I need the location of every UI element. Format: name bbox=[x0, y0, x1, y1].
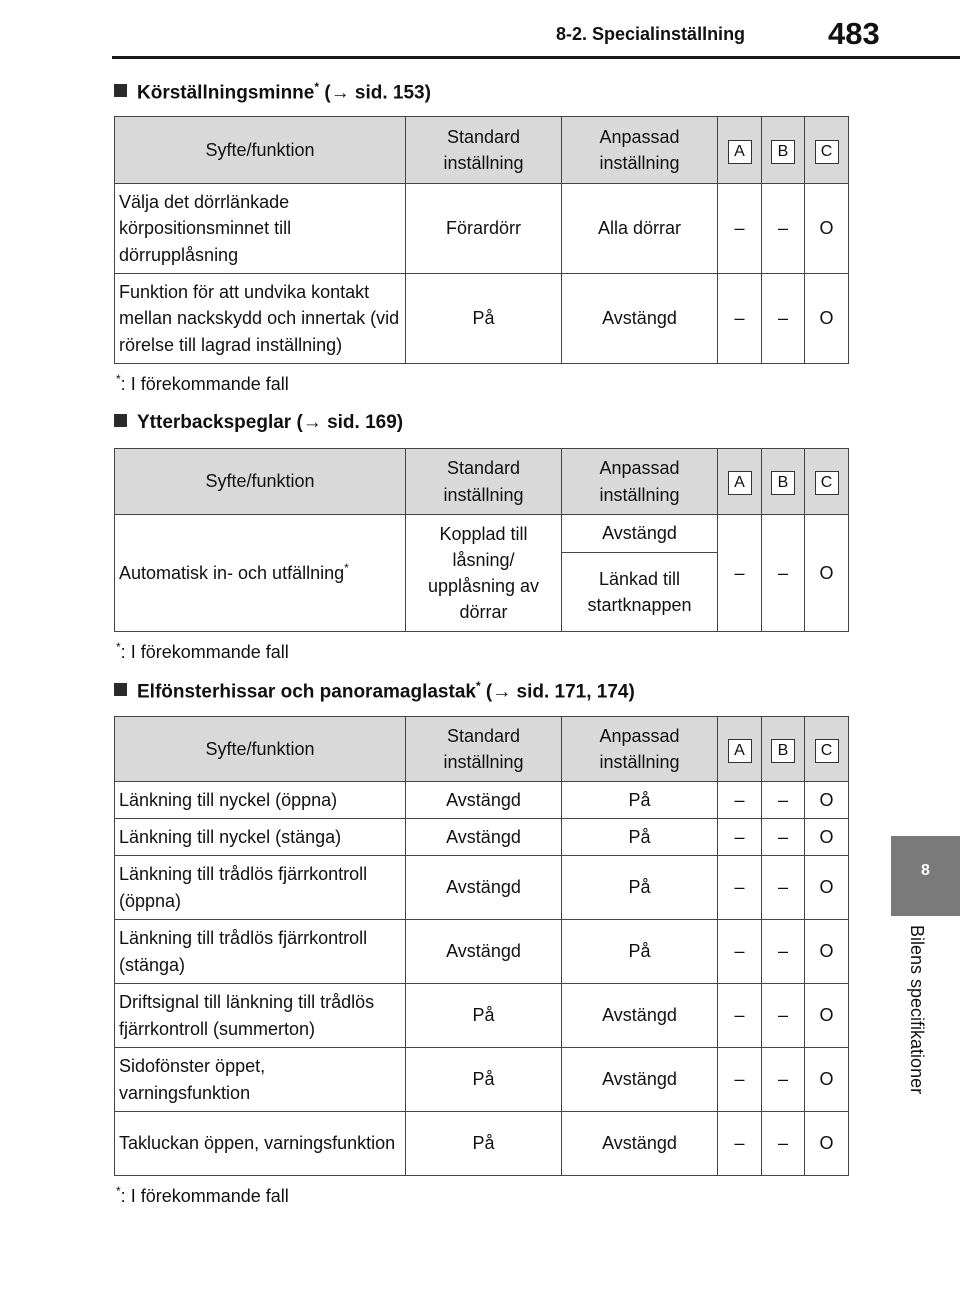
col-standard: Standard inställning bbox=[406, 449, 562, 515]
cell-a: – bbox=[718, 819, 762, 856]
header-rule bbox=[112, 56, 960, 59]
cell-b: – bbox=[762, 184, 805, 274]
table-row bbox=[115, 782, 849, 819]
section2-footnote: *: I förekommande fall bbox=[116, 640, 289, 662]
cell-a: – bbox=[718, 984, 762, 1048]
cell-standard: Avstängd bbox=[406, 856, 562, 920]
section1-heading: Körställningsminne* (→ sid. 153) bbox=[114, 80, 431, 104]
table-row bbox=[115, 819, 849, 856]
square-bullet-icon bbox=[114, 414, 127, 427]
table-row bbox=[115, 515, 849, 553]
cell-purpose: Automatisk in- och utfällning* bbox=[115, 515, 406, 632]
col-c: C bbox=[815, 739, 839, 763]
cell-standard: Avstängd bbox=[406, 920, 562, 984]
col-standard: Standard inställning bbox=[406, 117, 562, 184]
cell-a: – bbox=[718, 274, 762, 364]
cell-b: – bbox=[762, 920, 805, 984]
cell-custom: Avstängd bbox=[562, 1112, 718, 1176]
col-purpose: Syfte/funktion bbox=[115, 117, 406, 184]
section-title: 8-2. Specialinställning bbox=[556, 24, 746, 44]
section1-footnote: *: I förekommande fall bbox=[116, 372, 289, 394]
cell-purpose: Välja det dörrlänkade körpositionsminnet till dörrupplåsning bbox=[115, 184, 406, 274]
cell-a: – bbox=[718, 515, 762, 632]
col-b: B bbox=[771, 739, 795, 763]
col-b: B bbox=[771, 140, 795, 164]
page-number: 483 bbox=[828, 16, 880, 51]
chapter-number: 8 bbox=[921, 862, 930, 879]
cell-c: O bbox=[805, 1112, 849, 1176]
cell-standard: Avstängd bbox=[406, 819, 562, 856]
cell-c: O bbox=[805, 1048, 849, 1112]
cell-b: – bbox=[762, 819, 805, 856]
table-row bbox=[115, 984, 849, 1048]
section3-table bbox=[114, 716, 849, 1176]
table-row bbox=[115, 1048, 849, 1112]
square-bullet-icon bbox=[114, 683, 127, 696]
col-c: C bbox=[815, 140, 839, 164]
col-a: A bbox=[728, 471, 752, 495]
cell-b: – bbox=[762, 782, 805, 819]
cell-a: – bbox=[718, 856, 762, 920]
cell-c: O bbox=[805, 984, 849, 1048]
cell-a: – bbox=[718, 920, 762, 984]
cell-b: – bbox=[762, 274, 805, 364]
section3-footnote: *: I förekommande fall bbox=[116, 1184, 289, 1206]
cell-c: O bbox=[805, 184, 849, 274]
col-custom: Anpassad inställning bbox=[562, 117, 718, 184]
cell-purpose: Sidofönster öppet, varningsfunktion bbox=[115, 1048, 406, 1112]
table-row bbox=[115, 184, 849, 274]
section2-heading: Ytterbackspeglar (→ sid. 169) bbox=[114, 412, 403, 434]
cell-custom: Avstängd bbox=[562, 984, 718, 1048]
cell-b: – bbox=[762, 856, 805, 920]
col-purpose: Syfte/funktion bbox=[115, 449, 406, 515]
cell-purpose: Länkning till trådlös fjärrkontroll (öppna) bbox=[115, 856, 406, 920]
square-bullet-icon bbox=[114, 84, 127, 97]
cell-custom: På bbox=[562, 819, 718, 856]
table-header-row bbox=[115, 117, 849, 184]
cell-standard: På bbox=[406, 274, 562, 364]
cell-a: – bbox=[718, 1112, 762, 1176]
cell-c: O bbox=[805, 819, 849, 856]
cell-custom: Avstängd bbox=[562, 515, 718, 553]
cell-standard: Förardörr bbox=[406, 184, 562, 274]
section2-table bbox=[114, 448, 849, 632]
section3-heading: Elfönsterhissar och panoramaglastak* (→ sid. 171, 174) bbox=[114, 679, 635, 703]
col-purpose: Syfte/funktion bbox=[115, 717, 406, 782]
cell-b: – bbox=[762, 984, 805, 1048]
cell-purpose: Funktion för att undvika kontakt mellan nackskydd och innertak (vid rörelse till lagrad inställning) bbox=[115, 274, 406, 364]
cell-purpose: Takluckan öppen, varningsfunktion bbox=[115, 1112, 406, 1176]
cell-standard: Kopplad till låsning/ upplåsning av dörrar bbox=[406, 515, 562, 632]
table-row bbox=[115, 920, 849, 984]
cell-a: – bbox=[718, 782, 762, 819]
table-row bbox=[115, 274, 849, 364]
cell-standard: På bbox=[406, 1112, 562, 1176]
cell-b: – bbox=[762, 1048, 805, 1112]
table-header-row bbox=[115, 449, 849, 515]
col-a: A bbox=[728, 140, 752, 164]
table-row bbox=[115, 1112, 849, 1176]
cell-a: – bbox=[718, 184, 762, 274]
col-a: A bbox=[728, 739, 752, 763]
cell-custom: Alla dörrar bbox=[562, 184, 718, 274]
chapter-label: Bilens specifikationer bbox=[907, 925, 927, 1095]
cell-custom: Avstängd bbox=[562, 274, 718, 364]
cell-a: – bbox=[718, 1048, 762, 1112]
cell-standard: På bbox=[406, 984, 562, 1048]
cell-custom: Länkad till startknappen bbox=[562, 553, 718, 632]
cell-c: O bbox=[805, 274, 849, 364]
cell-c: O bbox=[805, 920, 849, 984]
section1-table bbox=[114, 116, 849, 364]
col-custom: Anpassad inställning bbox=[562, 449, 718, 515]
cell-standard: På bbox=[406, 1048, 562, 1112]
col-standard: Standard inställning bbox=[406, 717, 562, 782]
cell-c: O bbox=[805, 856, 849, 920]
table-header-row bbox=[115, 717, 849, 782]
cell-custom: På bbox=[562, 920, 718, 984]
cell-purpose: Länkning till nyckel (stänga) bbox=[115, 819, 406, 856]
cell-custom: På bbox=[562, 856, 718, 920]
cell-custom: Avstängd bbox=[562, 1048, 718, 1112]
cell-b: – bbox=[762, 515, 805, 632]
table-row bbox=[115, 856, 849, 920]
col-c: C bbox=[815, 471, 839, 495]
cell-b: – bbox=[762, 1112, 805, 1176]
col-custom: Anpassad inställning bbox=[562, 717, 718, 782]
cell-purpose: Länkning till nyckel (öppna) bbox=[115, 782, 406, 819]
cell-c: O bbox=[805, 782, 849, 819]
cell-purpose: Länkning till trådlös fjärrkontroll (stänga) bbox=[115, 920, 406, 984]
cell-standard: Avstängd bbox=[406, 782, 562, 819]
cell-custom: På bbox=[562, 782, 718, 819]
cell-purpose: Driftsignal till länkning till trådlös fjärrkontroll (summerton) bbox=[115, 984, 406, 1048]
cell-c: O bbox=[805, 515, 849, 632]
page-header bbox=[0, 0, 960, 60]
col-b: B bbox=[771, 471, 795, 495]
